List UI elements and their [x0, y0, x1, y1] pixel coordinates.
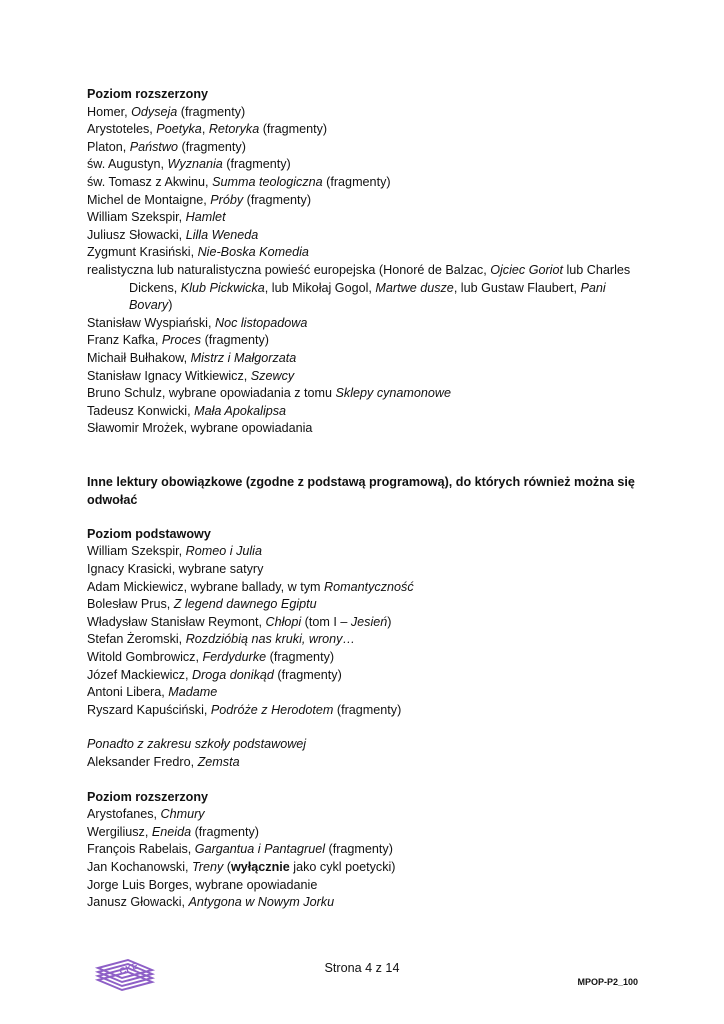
list-item: Sławomir Mrożek, wybrane opowiadania	[87, 421, 313, 436]
list-item: Adam Mickiewicz, wybrane ballady, w tym Romantyczność	[87, 579, 414, 594]
section-heading-extended-1: Poziom rozszerzony	[87, 87, 209, 101]
list-item: Tadeusz Konwicki, Mała Apokalipsa	[87, 403, 287, 418]
list-item: Wergiliusz, Eneida (fragmenty)	[87, 824, 259, 839]
cke-logo-text: CKE	[118, 960, 140, 977]
list-item: Jorge Luis Borges, wybrane opowiadanie	[87, 877, 318, 892]
list-item: Józef Mackiewicz, Droga donikąd (fragmenty)	[87, 667, 342, 682]
reading-list-extended-1	[87, 104, 647, 438]
list-item: Stefan Żeromski, Rozdzióbią nas kruki, wrony…	[87, 632, 356, 647]
list-item: Jan Kochanowski, Treny (wyłącznie jako cykl poetycki)	[87, 859, 396, 874]
other-readings-heading: Inne lektury obowiązkowe (zgodne z podstawą programową), do których również można się odwołać	[87, 474, 635, 507]
list-item: Arystoteles, Poetyka, Retoryka (fragmenty)	[87, 122, 328, 137]
list-item: Platon, Państwo (fragmenty)	[87, 139, 246, 154]
list-item: Ryszard Kapuściński, Podróże z Herodotem (fragmenty)	[87, 702, 402, 717]
list-item: Michel de Montaigne, Próby (fragmenty)	[87, 192, 312, 207]
list-item: Stanisław Wyspiański, Noc listopadowa	[87, 315, 308, 330]
document-code: MPOP-P2_100	[577, 977, 638, 987]
list-item: Witold Gombrowicz, Ferdydurke (fragmenty)	[87, 650, 335, 665]
list-item: realistyczna lub naturalistyczna powieść europejska (Honoré de Balzac, Ojciec Goriot lub Charles Dickens, Klub Pickwicka, lub Mikołaj Gogol, Martwe dusze, lub Gustaw Flaubert, Pani Bovary)	[87, 262, 631, 313]
page-number: Strona 4 z 14	[324, 961, 400, 975]
list-item: Bolesław Prus, Z legend dawnego Egiptu	[87, 597, 317, 612]
list-item: Homer, Odyseja (fragmenty)	[87, 104, 246, 119]
list-item: Aleksander Fredro, Zemsta	[87, 755, 240, 769]
list-item: Janusz Głowacki, Antygona w Nowym Jorku	[87, 895, 335, 910]
list-item: William Szekspir, Hamlet	[87, 210, 226, 225]
document-body	[87, 86, 647, 912]
list-item: Ignacy Krasicki, wybrane satyry	[87, 562, 264, 577]
list-item: Antoni Libera, Madame	[87, 685, 218, 700]
list-item: św. Tomasz z Akwinu, Summa teologiczna (fragmenty)	[87, 174, 391, 189]
list-item: Arystofanes, Chmury	[87, 807, 205, 822]
list-item: Stanisław Ignacy Witkiewicz, Szewcy	[87, 368, 295, 383]
list-item: Bruno Schulz, wybrane opowiadania z tomu Sklepy cynamonowe	[87, 386, 452, 401]
reading-list-primary-school	[87, 754, 647, 772]
list-item: Michaił Bułhakow, Mistrz i Małgorzata	[87, 350, 297, 365]
list-item: Franz Kafka, Proces (fragmenty)	[87, 333, 269, 348]
list-item: św. Augustyn, Wyznania (fragmenty)	[87, 157, 291, 172]
section-heading-primary-school: Ponadto z zakresu szkoły podstawowej	[87, 737, 307, 752]
reading-list-extended-2	[87, 806, 647, 912]
list-item: Juliusz Słowacki, Lilla Weneda	[87, 227, 259, 242]
reading-list-basic	[87, 543, 647, 719]
list-item: Zygmunt Krasiński, Nie-Boska Komedia	[87, 245, 309, 260]
section-heading-extended-2: Poziom rozszerzony	[87, 789, 209, 804]
list-item: François Rabelais, Gargantua i Pantagruel (fragmenty)	[87, 842, 393, 857]
section-heading-basic: Poziom podstawowy	[87, 526, 211, 541]
list-item: William Szekspir, Romeo i Julia	[87, 544, 262, 559]
list-item: Władysław Stanisław Reymont, Chłopi (tom I – Jesień)	[87, 614, 392, 629]
